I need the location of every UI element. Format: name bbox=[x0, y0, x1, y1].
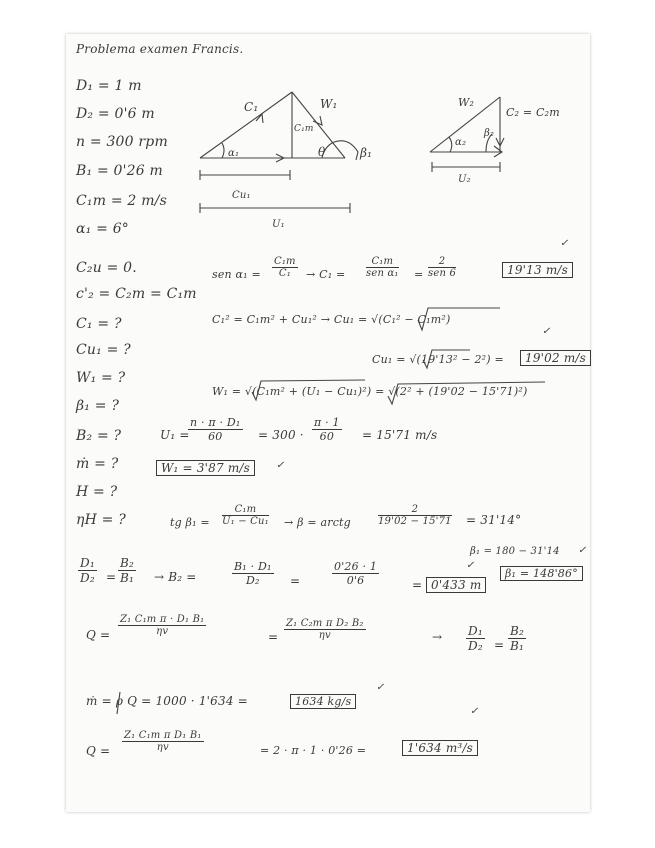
eq-c1-arrow: → C₁ = bbox=[306, 268, 346, 281]
w2-label: W₂ bbox=[458, 96, 475, 109]
eq-beta1-mid: → β = arctg bbox=[284, 516, 351, 529]
result-mdot: 1634 kg/s bbox=[290, 694, 356, 709]
unknown-item: ṁ = ? bbox=[76, 456, 119, 472]
w1-label: W₁ bbox=[320, 97, 338, 111]
given-item: C₂u = 0. bbox=[76, 260, 137, 276]
beta1-supplement: β₁ = 180 − 31'14 bbox=[470, 546, 560, 557]
result-c1: 19'13 m/s bbox=[502, 262, 573, 278]
eq-q-frac4: $\frac{\text{B₂}}{\text{B₁}}$ bbox=[510, 624, 525, 653]
eq-beta1-frac1: $\frac{\text{C₁m}}{\text{U₁ − Cu₁}}$ bbox=[222, 504, 269, 527]
alpha2-arc bbox=[449, 137, 452, 152]
eq-c1-frac1: $\frac{\text{C₁m}}{\text{C₁}}$ bbox=[274, 256, 296, 279]
unknown-item: B₂ = ? bbox=[76, 428, 122, 444]
unknown-item: C₁ = ? bbox=[76, 316, 122, 332]
eq-sign: = bbox=[290, 574, 301, 588]
eq-sign: = bbox=[494, 638, 505, 652]
eq-mdot-lhs: ṁ = ρ Q = 1000 · 1'634 = bbox=[86, 694, 248, 708]
eq-beta1-result: = 31'14° bbox=[466, 513, 522, 527]
given-item: C₁m = 2 m/s bbox=[76, 193, 167, 209]
result-b2: 0'433 m bbox=[426, 577, 486, 593]
equation-w1: W₁ = √(C₁m² + (U₁ − Cu₁)²) = √(2² + (19'02 − 15'71)²) bbox=[212, 385, 528, 398]
result-w1: W₁ = 3'87 m/s bbox=[156, 460, 255, 476]
given-item: B₁ = 0'26 m bbox=[76, 163, 164, 179]
c1m-label: C₁m bbox=[294, 124, 314, 134]
eq-sign: = bbox=[412, 578, 423, 592]
u2-label: U₂ bbox=[458, 174, 471, 185]
result-beta1: β₁ = 148'86° bbox=[500, 566, 583, 581]
eq-u1-mid: = 300 · bbox=[258, 428, 304, 442]
check-mark: ✓ bbox=[376, 682, 385, 693]
eq-c1-lhs: sen α₁ = bbox=[212, 268, 261, 281]
result-cu1: 19'02 m/s bbox=[520, 350, 591, 366]
unknown-item: H = ? bbox=[76, 484, 118, 500]
eq-u1-frac2: $\frac{\pi \cdot 1}{60}$ bbox=[314, 416, 340, 443]
equation-cu1-b: Cu₁ = √(19'13² − 2²) = bbox=[372, 353, 504, 366]
alpha1-label: α₁ bbox=[228, 148, 240, 159]
eq-b2-frac1: $\frac{\text{D₁}}{\text{D₂}}$ bbox=[80, 556, 95, 585]
alpha1-arc bbox=[222, 143, 224, 158]
eq-b2-frac4: $\frac{0'26 \cdot 1}{0'6}$ bbox=[334, 560, 378, 587]
unknown-item: W₁ = ? bbox=[76, 370, 126, 386]
beta1-label: β₁ bbox=[360, 146, 373, 160]
alpha2-label: α₂ bbox=[455, 137, 467, 148]
eq-u1-frac1: $\frac{\text{n · π · D₁}}{60}$ bbox=[190, 416, 241, 443]
eq-q-frac1: $\frac{\text{Z₁ C₁m π · D₁ B₁}}{\eta v}$ bbox=[120, 614, 205, 637]
u1-label: U₁ bbox=[272, 219, 285, 230]
equation-cu1-a: C₁² = C₁m² + Cu₁² → Cu₁ = √(C₁² − C₁m²) bbox=[212, 313, 451, 326]
eq-beta1-frac2: $\frac{2}{19'02 - 15'71}$ bbox=[378, 504, 452, 527]
unknown-item: β₁ = ? bbox=[76, 398, 120, 414]
eq-q2-lhs: Q = bbox=[86, 744, 111, 758]
eq-q-frac2: $\frac{\text{Z₁ C₂m π D₂ B₂}}{\eta v}$ bbox=[286, 618, 364, 641]
result-q: 1'634 m³/s bbox=[402, 740, 478, 756]
check-mark: ✓ bbox=[542, 326, 551, 337]
c2-label: C₂ = C₂m bbox=[506, 106, 560, 119]
given-item: n = 300 rpm bbox=[76, 134, 168, 150]
eq-u1-lhs: U₁ = bbox=[160, 428, 190, 442]
eq-q-lhs: Q = bbox=[86, 628, 111, 642]
cu1-label: Cu₁ bbox=[232, 190, 251, 201]
check-mark: ✓ bbox=[578, 545, 587, 556]
check-mark: ✓ bbox=[470, 706, 479, 717]
check-mark: ✓ bbox=[276, 460, 285, 471]
eq-q2-frac: $\frac{\text{Z₁ C₁m π D₁ B₁}}{\eta v}$ bbox=[124, 730, 202, 753]
given-item: c'₂ = C₂m = C₁m bbox=[76, 286, 197, 302]
check-mark: ✓ bbox=[466, 560, 475, 571]
eq-q2-mid: = 2 · π · 1 · 0'26 = bbox=[260, 744, 367, 757]
theta-label: θ bbox=[318, 145, 326, 159]
c1-label: C₁ bbox=[244, 100, 259, 114]
eq-c1-frac3: 2 sen 6 bbox=[428, 256, 457, 279]
eq-b2-frac3: $\frac{\text{B₁ · D₁}}{\text{D₂}}$ bbox=[234, 560, 272, 587]
eq-u1-result: = 15'71 m/s bbox=[362, 428, 438, 442]
check-mark: ✓ bbox=[560, 238, 569, 249]
eq-q-arrow: → bbox=[432, 630, 443, 644]
eq-sign: = bbox=[414, 268, 424, 281]
eq-sign: = bbox=[106, 570, 117, 584]
given-item: D₁ = 1 m bbox=[76, 78, 142, 94]
eq-c1-frac2: C₁m sen α₁ bbox=[366, 256, 399, 279]
given-item: α₁ = 6° bbox=[76, 221, 130, 237]
given-item: D₂ = 0'6 m bbox=[76, 106, 155, 122]
unknown-item: Cu₁ = ? bbox=[76, 342, 131, 358]
eq-sign: = bbox=[268, 630, 279, 644]
beta2-label: β₂ bbox=[484, 128, 495, 139]
page-title: Problema examen Francis. bbox=[76, 42, 244, 56]
eq-b2-frac2: $\frac{\text{B₂}}{\text{B₁}}$ bbox=[120, 556, 135, 585]
beta1-arc bbox=[322, 141, 358, 160]
eq-beta1-lhs: tg β₁ = bbox=[170, 516, 210, 529]
eq-q-frac3: $\frac{\text{D₁}}{\text{D₂}}$ bbox=[468, 624, 483, 653]
unknown-item: ηH = ? bbox=[76, 512, 126, 528]
eq-b2-arrow: → B₂ = bbox=[154, 570, 197, 584]
